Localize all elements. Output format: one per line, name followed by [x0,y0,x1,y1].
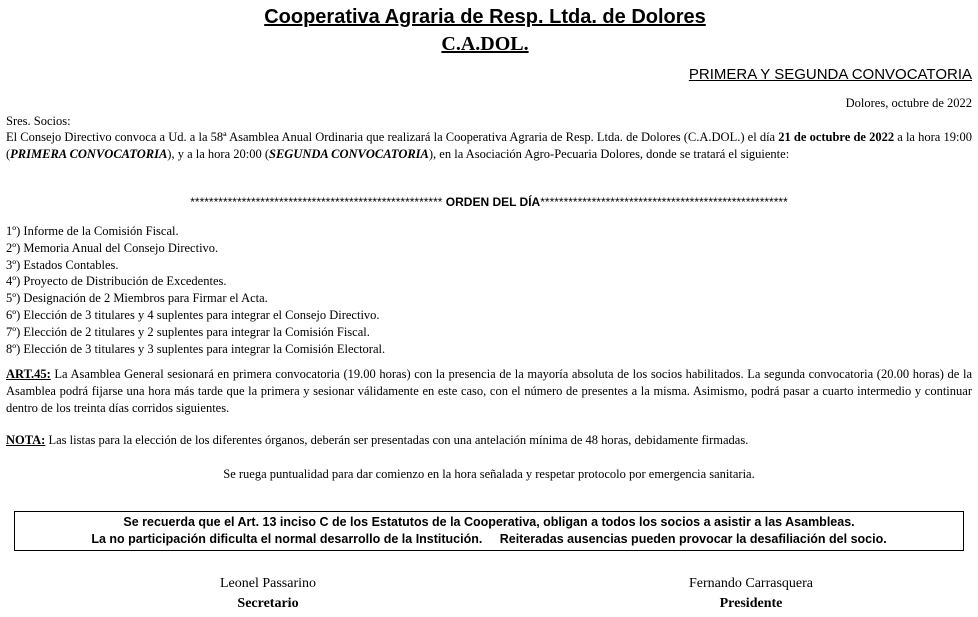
agenda-item: 6º) Elección de 3 titulares y 4 suplentes para integrar el Consejo Directivo. [6,307,380,322]
art45-paragraph [6,366,972,417]
intro-paragraph [6,129,972,163]
primera-convocatoria: PRIMERA CONVOCATORIA [10,147,168,161]
orden-label: ORDEN DEL DÍA [442,195,541,209]
intro-text-3: ), y a la hora 20:00 ( [167,147,269,161]
signature-name: Leonel Passarino [219,576,317,591]
segunda-convocatoria: SEGUNDA CONVOCATORIA [269,147,429,161]
signature-name: Fernando Carrasquera [688,576,813,591]
art45-text: La Asamblea General sesionará en primera convocatoria (19.00 horas) con la presencia de la mayoría absoluta de los socios habilitados. La segunda convocatoria (20.00 horas) de la Asamblea podrá fijarse una hora más tarde que la primera y sesionar válidamente en este caso, con el número de presentes a la misma. Asimismo, podrá pasar a cuarto intermedio y continuar dentro de los treinta días corridos siguientes. [6,367,972,415]
agenda-item: 3º) Estados Contables. [6,257,119,272]
intro-greeting: Sres. Socios: [6,114,71,128]
art45-label: ART.45: [6,367,51,381]
reminder-line-2 [15,531,963,548]
meeting-date: 21 de octubre de 2022 [778,130,895,144]
document-date: Dolores, octubre de 2022 [845,96,972,110]
signature-presidente [636,574,866,614]
orden-stars-left: ****************************************************** [190,195,443,209]
signature-role: Secretario [237,596,299,611]
convocatoria-heading: PRIMERA Y SEGUNDA CONVOCATORIA [688,66,972,83]
document-title: Cooperativa Agraria de Resp. Ltda. de Dolores [264,6,706,28]
reminder-line-2b: Reiteradas ausencias pueden provocar la desafiliación del socio. [499,532,887,546]
agenda-item: 7º) Elección de 2 titulares y 2 suplentes para integrar la Comisión Fiscal. [6,324,370,339]
agenda-item: 8º) Elección de 3 titulares y 3 suplentes para integrar la Comisión Electoral. [6,341,386,356]
agenda-item: 1º) Informe de la Comisión Fiscal. [6,224,179,238]
agenda-item: 2º) Memoria Anual del Consejo Directivo. [6,240,219,255]
reminder-line-2a: La no participación dificulta el normal desarrollo de la Institución. [91,532,483,546]
intro-text-2: a la hora 19:00 ( [6,130,972,161]
nota-label: NOTA: [6,433,46,447]
reminder-box [14,511,964,551]
agenda-item: 4º) Proyecto de Distribución de Excedentes. [6,274,227,289]
nota-paragraph [6,432,972,449]
agenda-list [6,223,385,357]
signature-secretario [168,574,368,614]
document-subtitle: C.A.DOL. [441,33,529,55]
orden-stars-right: ***************************************************** [540,195,788,209]
signature-role: Presidente [719,596,783,611]
reminder-line-1: Se recuerda que el Art. 13 inciso C de los Estatutos de la Cooperativa, obligan a todos los socios a asistir a las Asambleas. [123,515,855,529]
intro-text-4: ), en la Asociación Agro-Pecuaria Dolores, donde se tratará el siguiente: [428,147,790,161]
orden-del-dia-heading [0,195,978,209]
puntualidad-note: Se ruega puntualidad para dar comienzo en la hora señalada y respetar protocolo por emergencia sanitaria. [223,467,755,481]
nota-text: Las listas para la elección de los diferentes órganos, deberán ser presentadas con una antelación mínima de 48 horas, debidamente firmadas. [45,433,749,447]
agenda-item: 5º) Designación de 2 Miembros para Firmar el Acta. [6,291,268,306]
intro-text-1: El Consejo Directivo convoca a Ud. a la 58ª Asamblea Anual Ordinaria que realizará la Cooperativa Agraria de Resp. Ltda. de Dolores (C.A.DOL.) el día [6,130,779,144]
